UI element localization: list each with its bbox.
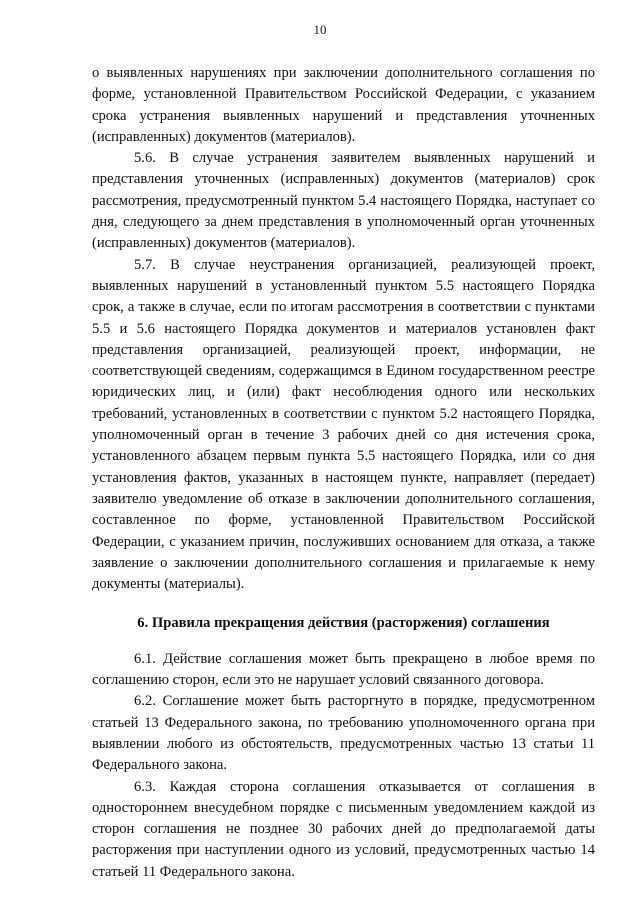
section-heading: 6. Правила прекращения действия (расторжения) соглашения (137, 615, 550, 632)
paragraph-6-2: 6.2. Соглашение может быть расторгнуто в порядке, предусмотренном статьей 13 Федерального закона, по требованию уполномоченного органа при выявлении любого из обстоятельств, предусмотренных частью 13 статьи 11 Федерального закона. (92, 693, 595, 774)
paragraph-6-1: 6.1. Действие соглашения может быть прекращено в любое время по соглашению сторон, если это не нарушает условий связанного договора. (92, 650, 595, 689)
paragraph-continuation: о выявленных нарушениях при заключении дополнительного соглашения по форме, установленной Правительством Российской Федерации, с указанием срока устранения выявленных нарушений и представления уточненных (исправленных) документов (материалов). (92, 65, 595, 145)
paragraph-5-6: 5.6. В случае устранения заявителем выявленных нарушений и представления уточненных (исправленных) документов (материалов) срок рассмотрения, предусмотренный пунктом 5.4 настоящего Порядка, наступает со дня, следующего за днем представления в уполномоченный орган уточненных (исправленных) документов (материалов). (92, 150, 595, 252)
document-body (92, 63, 595, 883)
paragraph-5-7: 5.7. В случае неустранения организацией, реализующей проект, выявленных нарушений в установленный пунктом 5.5 настоящего Порядка срок, а также в случае, если по итогам рассмотрения в соответствии с пунктами 5.5 и 5.6 настоящего Порядка документов и материалов установлен факт представления организацией, реализующей проект, информации, не соответствующей сведениям, содержащимся в Едином государственном реестре юридических лиц, и (или) факт несоблюдения одного или нескольких требований, установленных в соответствии с пунктом 5.2 настоящего Порядка, уполномоченный орган в течение 3 рабочих дней со дня истечения срока, установленного абзацем первым пункта 5.5 настоящего Порядка, или со дня установления фактов, указанных в настоящем пункте, направляет (передает) заявителю уведомление об отказе в заключении дополнительного соглашения, составленное по форме, установленной Правительством Российской Федерации, с указанием причин, послуживших основанием для отказа, а также заявление о заключении дополнительного соглашения и прилагаемые к нему документы (материалы). (92, 256, 595, 593)
page-number: 10 (313, 22, 327, 37)
paragraph-6-3: 6.3. Каждая сторона соглашения отказывается от соглашения в одностороннем внесудебном порядке с письменным уведомлением каждой из сторон соглашения не позднее 30 рабочих дней до предполагаемой даты расторжения при наступлении одного из условий, предусмотренных частью 14 статьей 11 Федерального закона. (92, 778, 595, 880)
